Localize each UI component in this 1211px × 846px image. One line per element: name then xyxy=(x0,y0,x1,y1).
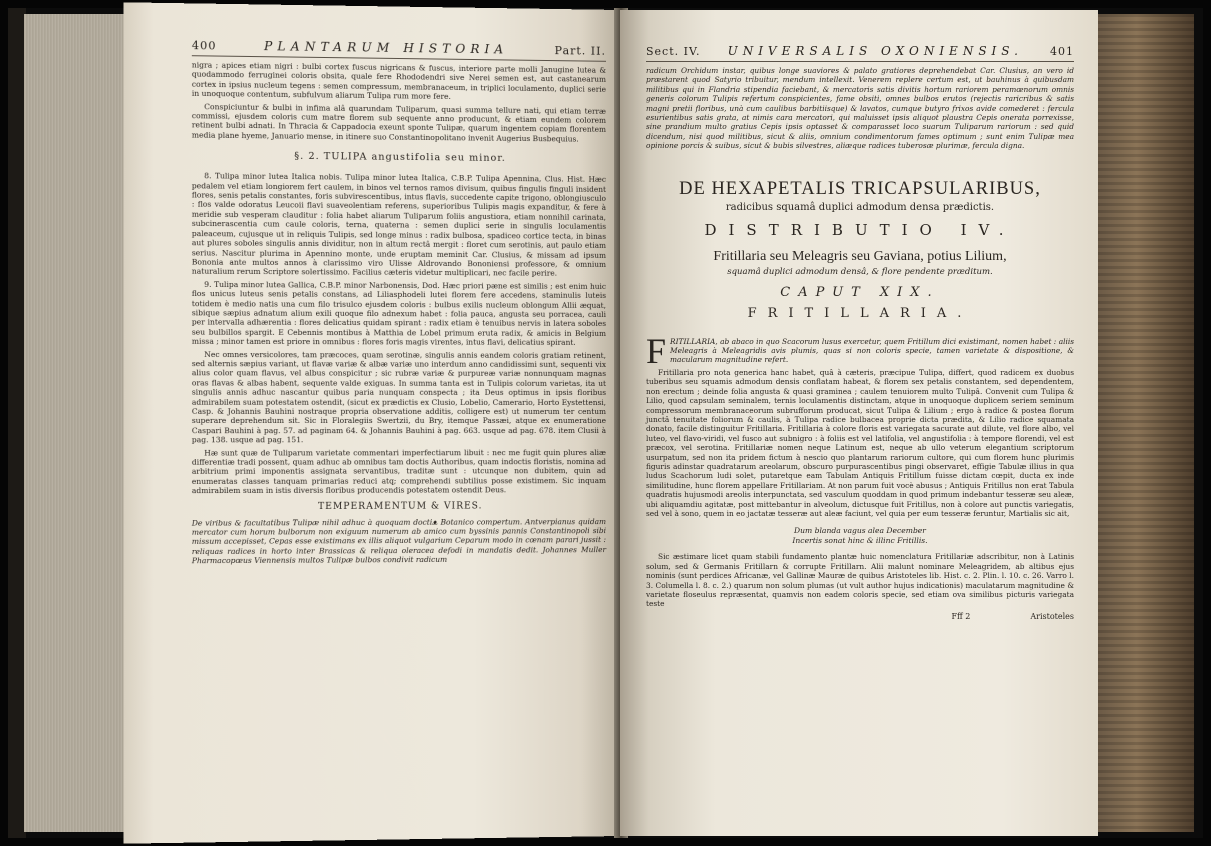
caput-heading: CAPUT XIX. xyxy=(780,284,940,300)
paragraph: Hæ sunt quæ de Tuliparum varietate commentari imperfectiarum libuit : nec me fugit quin plures aliæ differentiæ tradi possent, quam adhuc ab omnibus tam doctis Authoribus, quam indoctis floristis, nomina ad arbitrium primi imponentis assignata servantibus, traditæ sunt : utcunque non dubitem, quin ad enumeratas classes tanquam primarias reduci atq; comprehendi subtilius posse existimem. Sic inquam admirabilem suam in istis diversis floribus producendis potestatem ostendit Deus. xyxy=(191,447,607,496)
verse-quote xyxy=(646,526,1074,546)
left-running-title: PLANTARUM HISTORIA xyxy=(264,38,509,57)
paragraph: radicum Orchidum instar, quibus longe suaviores & palato gratiores deprehendebat Car. Clusius, an vero id præstarent quod Satyrio tribuitur, mendum intellexit. Venerem replere certum est, ut bauhinus à quibusdam militibus qui in Flandria stipendia faciebant, & mercatoris satis divitis hortum rariorem peramœnorum omnis generis colorum Tulipis refertum conspicientes, fame obsiti, omnes bulbos erutos (rejectis raricribus & satis magni pretii floribus, unà cum caulibus barbitiisque) & lavatos, cumque butyro frixos avide comederet : fercula esurientibus satis grata, at nimis cara mercatori, qui maluisset ipsis aliquot plaustra Cepis onerata porrexisse, sine prandium multo gratius Cepis ipsis optasset & comparasset loco suarum Tuliparum rariorum : sed quid dicendum, nisi quod militibus, sicut & aliis, omnium condimentorum fames optimum ; sunt enim Tulipæ mea opinione porcis & suibus, sicut & bubis silvestres, aliæque radices tuberosæ plurimæ, fercula digna. xyxy=(646,66,1074,151)
subsection-heading: TEMPERAMENTUM & VIRES. xyxy=(318,501,483,512)
main-title: DE HEXAPETALIS TRICAPSULARIBUS, xyxy=(679,178,1041,199)
main-subtitle: radicibus squamâ duplici admodum densa prædictis. xyxy=(725,201,995,213)
page-edges-right xyxy=(1098,14,1194,832)
catchword: Aristoteles xyxy=(1030,611,1074,621)
paragraph: Sic æstimare licet quam stabili fundamento plantæ huic nomenclatura Fritillariæ adscribitur, non à Latinis solum, sed & Germanis Fritillarn & corrupte Fritillarn. Alii malunt nominare Meleagridem, ab altibus ejus nominis (sunt perdices Africanæ, vel Gallinæ Mauræ de quibus Aristoteles lib. Hist. c. 2. Plin. l. 10. c. 26. Varro l. 3. Columella l. 8. c. 2.) quarum non solum plumas (ut vult author hujus indicationis) maculatarum magnitudine & varietate floseulus repræsentat, quamvis non eadem coloris specie, sed etiam ova similibus picturis variegata teste xyxy=(646,552,1074,609)
genus-subtitle: squamâ duplici admodum densâ, & flore pendente præditum. xyxy=(727,266,993,277)
chapter-name: FRITILLARIA. xyxy=(747,305,973,321)
page-edge-texture xyxy=(1098,14,1194,832)
book-spread xyxy=(8,8,1203,838)
paragraph: Nec omnes versicolores, tam præcoces, quam serotinæ, singulis annis eandem coloris gratiam retinent, sed alternis sæpius variant, ut flavæ variæ & albæ variæ uno interdum anno candidissimi sunt, sequenti vix alius color quam flavus, vel albus conspicitur ; sic rubræ variæ & purpureæ variæ nonnunquam magnas oras flavas & albas habent, sequente valde exiguas. In summa tanta est in Tulipis colorum varietas, ita ut singulis annis adhuc nascantur quibus paria nunquam conspecta ; ita Deus optimus in ipsis floribus admirabilem suam potestatem ostendit, (sicut ex prædictis ex Clusio, Lobelio, Camerario, Horto Eystettensi, Casp. & Johannis Bauhini nostraque propria observatione additis, colligere est) ut numerum ter centum superare deprehendum sit. Sic in Floralegiis Swertzii, du Bry, itemque Passæi, atque ex enumeratione Caspari Bauhini à pag. 57. ad paginam 64. & Johannis Bauhini à pag. 663. usque ad pag. 678. item Clusii à pag. 138. usque ad pag. 151. xyxy=(191,349,607,445)
first-paragraph-text: RITILLARIA, ab abaco in quo Scacorum lusus exercetur, quem Fritillum dici existimant, nomen habet : aliis Meleagris à Meleagridis avis plumis, quas si non coloris specie, tamen varietate & dispositione, & macularum magnitudine refert. xyxy=(670,336,1074,365)
verse-line: Incertis sonat hinc & illinc Fritillis. xyxy=(792,536,928,546)
section-heading: §. 2. TULIPA angustifolia seu minor. xyxy=(294,150,506,165)
left-page-number: 400 xyxy=(191,38,217,53)
distributio-heading: DISTRIBUTIO IV. xyxy=(704,220,1016,239)
genus-title: Fritillaria seu Meleagris seu Gaviana, potius Lilium, xyxy=(713,248,1007,264)
right-running-head xyxy=(646,44,1074,58)
page-edges-left xyxy=(24,14,134,832)
right-page-number: 401 xyxy=(1049,45,1074,58)
verse-line: Dum blanda vagus alea December xyxy=(794,526,926,536)
paragraph: Fritillaria pro nota generica hanc habet, quâ à cæteris, præcipue Tulipa, differt, quod radicem ex duobus tuberibus seu squamis admodum densis conflatam habeat, & florem sex petalis constantem, sed dependentem, non erectum ; deinde folia angusta & quasi graminea ; caulem tenuiorem multo Tulipâ. Convenit cum Tulipa & Lilio, quod capsulam seminalem, ternis loculamentis distinctam, atque in unoquoque duplicem seriem seminum compressorum membranaceorum subrufforum producat, sicut Tulipa & Lilium ; ergo à radice & postea florum junctâ tenuitate foliorum & caulis, à Tulipa radice bulbacea proprie dicta prædita, & Lilio radice squamata donato, facile distinguitur Fritillaria. Fritillaria à colore floris est variegata sacurate aut dilute, vel flore albo, vel luteo, vel flavo-viridi, vel fusco aut subnigro : à foliis est vel latifolia, vel angustifolia : à tempore florendi, vel est præcox, vel serotina. Fritillariæ nomen neque Latinum est, neque ab ullo veterum elegantium scriptorum usurpatum, sed non ita pridem fictum à nescio quo plantarum rariorum cultore, qui cum florem hunc plurimis figuris adinstar quadratarum areolarum, obscuro purpurascentibus pingi observaret, effigie Tabulæ illius in qua ludus Scachorum ludi solet, putaretque eam Tabulam Antiquis Fritillum fuisse dictam cœpit, ducta ex inde similitudine, hunc florem appellare Fritillariam. At non parum fuit vocè abusus ; Antiquis Fritillus non erat Tabula quadratis hujusmodi areolis interpunctata, sed vasculum quoddam in quod primum indebantur tesseræ seu aleæ, ubi aliquamdiu agitatæ, post mittebantur in alveolum, dictusque fuit Fritillus, non à colore aut punctis variegatis, sed vel à sono, quem in eo jactatæ tesseræ aut aleæ faciunt, vel quia per eum tesseræ feruntur, Martialis sic ait, xyxy=(646,367,1074,518)
left-running-head xyxy=(192,38,606,58)
paragraph: De viribus & facultatibus Tulipæ nihil adhuc à quoquam doctiᴥ Botanico compertum. Antverpianus quidam mercator cum horum bulborum non exiguum numerum ab amico cum byssinis pannis Constantinopoli sibi missum accepisset, Cepas esse existimans ex illis aliquot vulgarium Ceparum modo in cœnam parari jussit : reliquas radices in horto inter Brassicas & reliqua oleracea defodi in mandatis dedit. Johannes Muller Pharmacopœus Viennensis multos Tulipæ bulbos condivit radicum xyxy=(191,516,607,566)
paragraph: Conspiciuntur & bulbi in infima alâ quarundam Tuliparum, quasi summa tellure nati, qui etiam terræ commissi, ejusdem coloris cum matre florem sub sequente anno producunt, & etiam eundem colorem retinent bulbi adnati. In Thracia & Cappadocia exeunt sponte Tulipæ, quarum ingentem copiam florentem media plane hyeme, Januario mense, in itinere suo Constantinopolitano invenit Augerius Busbequius. xyxy=(191,101,607,144)
page-footer xyxy=(646,612,1074,621)
drop-cap: F xyxy=(646,330,667,371)
left-part-label: Part. II. xyxy=(554,44,606,58)
left-page xyxy=(124,2,620,843)
paragraph: 9. Tulipa minor lutea Gallica, C.B.P. minor Narbonensis, Dod. Hæc priori pæne est similis ; est enim huic flos unicus luteus senis petalis constans, ad Liliasphodeli lutei florem fere accedens, staminulis luteis totidem è medio natis una cum filo trisulco ejusdem coloris : bulbus exilis nucleum oblongum Allii æquat, sibique sæpius adnatum alium exili quoque filo adnexum habet : folia pauca, angusta seu porracea, cauli per intervalla adhærentia : flores delicatius quidam spirant : radix etiam è tenuibus nervis in latera soboles seu bulbillos spargit. E Cebennis montibus à Matthia de Lobel primum eruta radix, & amicis in Belgium missa ; minor tamen est priore in omnibus : flores foris magis virentes, intus flavi, delicatius spirant. xyxy=(191,279,607,348)
paragraph: 8. Tulipa minor lutea Italica nobis. Tulipa minor lutea Italica, C.B.P. Tulipa Apennina, Clus. Hist. Hæc pedalem vel etiam longiorem fert caulem, in binos vel ternos ramos divisum, quibus fingulis finguli insident flores, senis petalis constantes, foris subvirescentibus, intus flavis, succedente capite trigono, oblongiusculo : flos valde odoratus Leucoii flavi suaveolentiam referens, superioribus Tulipis magis expanditur, & fere à meridie sub vesperam clauditur : folia habet aliarum Tuliparum foliis angustiora, etiam nonnihil carinata, subcinerascentia cum caule coloris, terna, quaterna : semen duplici serie in singulis loculamentis paleaceum, cujusque ut in reliquis Tulipis, sed longe minus : radix bulbosa, spadiceo cortice tecta, in binas aut plures soboles singulis annis dividitur, non in altum rectâ mergit : floret cum serotinis, aut paulo etiam serius. Nascitur plurima in Apennino monte, unde eruptam meminit Car. Clusius, & missam ad ipsum Bononia ante multos annos à clarissimo viro Ulisse Aldrovando Bononiensi professore, & omnium naturalium rerum Scriptore solertissimo. Facilius cæteris videtur multiplicari, nec facile perire. xyxy=(191,171,607,278)
paragraph: nigra ; apices etiam nigri : bulbi cortex fuscus nigricans & fuscus, interiore parte molli Janugine lutea & quodammodo ferruginei coloris obsita, quale fere Rhododendri sive Nerei semen est, aut castanearum cortex in ipsius nucleum tegens : semen compressum, membranaceum, in triplici loculamento, duplici serie in unoquoque contentum, subfulvum aliarum Tulipa rum more fere. xyxy=(191,60,607,102)
right-page xyxy=(620,10,1098,836)
signature-mark: Fff 2 xyxy=(951,611,971,621)
right-running-title: UNIVERSALIS OXONIENSIS. xyxy=(727,44,1023,58)
right-section-label: Sect. IV. xyxy=(646,45,701,58)
first-paragraph xyxy=(646,330,1074,371)
header-rule xyxy=(646,61,1074,62)
